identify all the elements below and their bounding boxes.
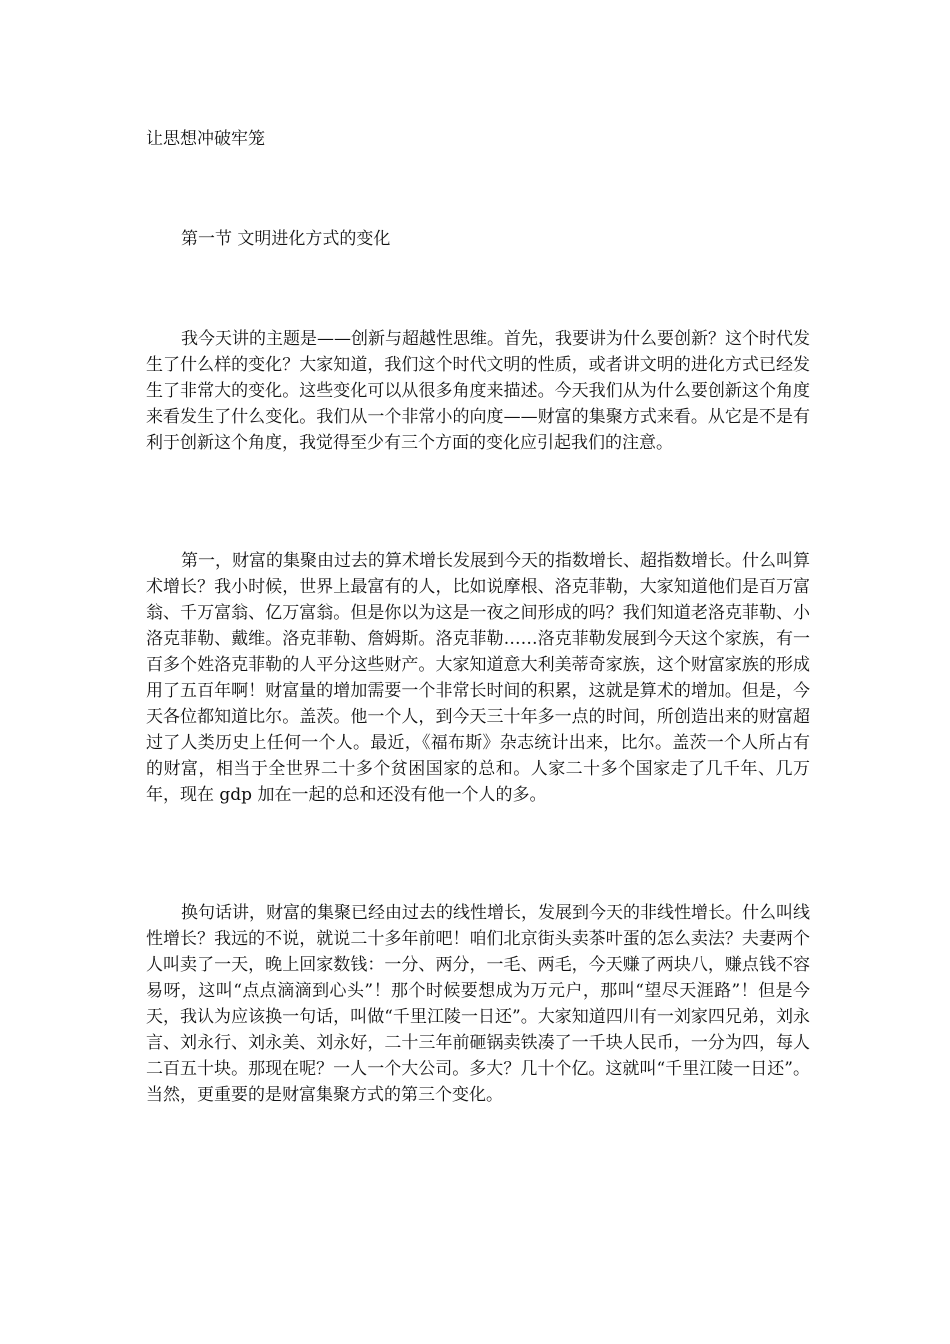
paragraph-3: 换句话讲，财富的集聚已经由过去的线性增长，发展到今天的非线性增长。什么叫线性增长？我远的不说，就说二十多年前吧！咱们北京街头卖茶叶蛋的怎么卖法？夫妻两个人叫卖了一天，晚上回家数钱：一分、两分，一毛、两毛，今天赚了两块八，赚点钱不容易呀，这叫“点点滴滴到心头”！那个时候要想成为万元户，那叫“望尽天涯路”！但是今天，我认为应该换一句话，叫做“千里江陵一日还”。大家知道四川有一刘家四兄弟，刘永言、刘永行、刘永美、刘永好，二十三年前砸锅卖铁凑了一千块人民币，一分为四，每人二百五十块。那现在呢？一人一个大公司。多大？几十个亿。这就叫“千里江陵一日还”。当然，更重要的是财富集聚方式的第三个变化。: [146, 903, 810, 1105]
document-title: 让思想冲破牢笼: [146, 129, 265, 149]
section-heading: 第一节 文明进化方式的变化: [181, 229, 391, 249]
paragraph-2: 第一，财富的集聚由过去的算术增长发展到今天的指数增长、超指数增长。什么叫算术增长？我小时候，世界上最富有的人，比如说摩根、洛克菲勒，大家知道他们是百万富翁、千万富翁、亿万富翁。但是你以为这是一夜之间形成的吗？我们知道老洛克菲勒、小洛克菲勒、戴维。洛克菲勒、詹姆斯。洛克菲勒……洛克菲勒发展到今天这个家族，有一百多个姓洛克菲勒的人平分这些财产。大家知道意大利美蒂奇家族，这个财富家族的形成用了五百年啊！财富量的增加需要一个非常长时间的积累，这就是算术的增加。但是，今天各位都知道比尔。盖茨。他一个人，到今天三十年多一点的时间，所创造出来的财富超过了人类历史上任何一个人。最近，《福布斯》杂志统计出来，比尔。盖茨一个人所占有的财富，相当于全世界二十多个贫困国家的总和。人家二十多个国家走了几千年、几万年，现在 gdp 加在一起的总和还没有他一个人的多。: [146, 551, 810, 805]
paragraph-1: 我今天讲的主题是——创新与超越性思维。首先，我要讲为什么要创新？这个时代发生了什么样的变化？大家知道，我们这个时代文明的性质，或者讲文明的进化方式已经发生了非常大的变化。这些变化可以从很多角度来描述。今天我们从为什么要创新这个角度来看发生了什么变化。我们从一个非常小的向度——财富的集聚方式来看。从它是不是有利于创新这个角度，我觉得至少有三个方面的变化应引起我们的注意。: [146, 329, 810, 453]
